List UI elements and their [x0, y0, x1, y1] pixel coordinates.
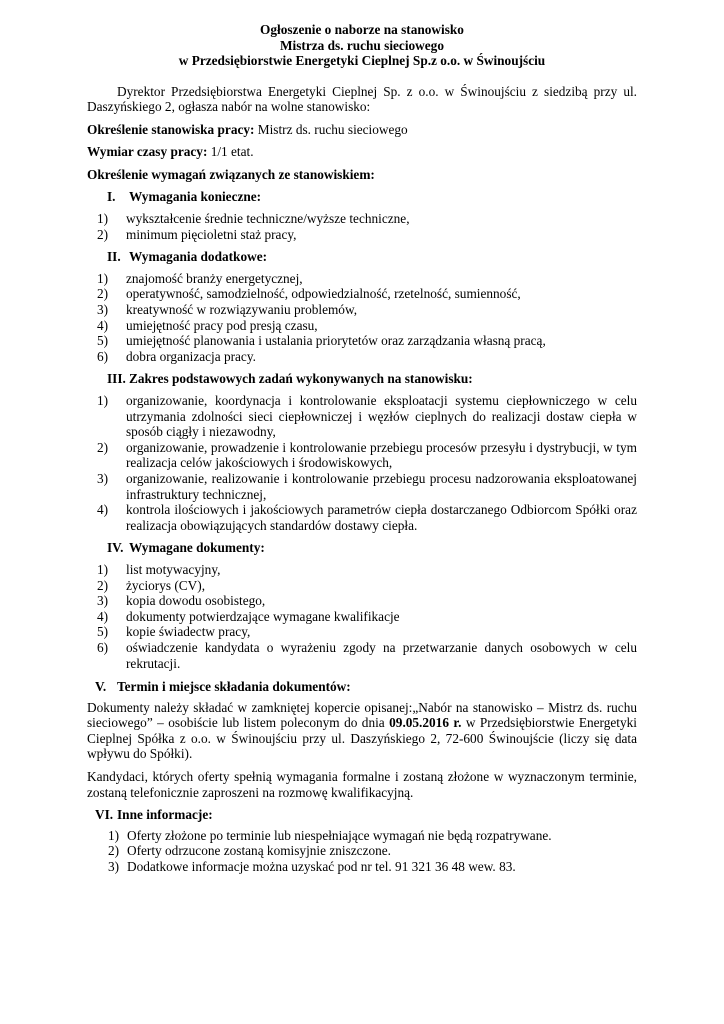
item-number: 6): [97, 348, 109, 364]
list-item: [87, 440, 637, 471]
list-item: [87, 859, 637, 875]
list-item: [87, 609, 637, 625]
item-text: Dodatkowe informacje można uzyskać pod nr tel. 91 321 36 48 wew. 83.: [127, 859, 516, 875]
item-number: 1): [97, 393, 109, 408]
candidates-paragraph: Kandydaci, których oferty spełnią wymagania formalne i zostaną złożone w wyznaczonym terminie, zostaną telefonicznie zaproszeni na rozmowę kwalifikacyjną.: [87, 769, 637, 800]
section-6-number: VI.: [95, 807, 114, 823]
hours-field: [87, 144, 637, 160]
intro-paragraph: Dyrektor Przedsiębiorstwa Energetyki Cieplnej Sp. z o.o. w Świnoujściu z siedzibą przy ul. Daszyńskiego 2, ogłasza nabór na wolne stanowisko:: [87, 83, 637, 115]
item-text: organizowanie, koordynacja i kontrolowanie eksploatacji systemu ciepłowniczego w celu utrzymania zdolności sieci ciepłowniczej i węzłów cieplnych do realizacji dostaw ciepła w sposób ciągły i niezawodny,: [126, 393, 637, 440]
list-item: [87, 271, 637, 287]
item-number: 2): [97, 286, 109, 302]
item-number: 2): [108, 843, 120, 859]
section-5-title: Termin i miejsce składania dokumentów:: [117, 679, 351, 695]
position-field: [87, 122, 637, 138]
hours-label: Wymiar czasy pracy:: [87, 144, 208, 160]
list-item: [87, 593, 637, 609]
item-text: organizowanie, realizowanie i kontrolowanie przebiegu procesu nadzorowania eksploatowanej infrastruktury technicznej,: [126, 470, 637, 502]
section-4-title: Wymagane dokumenty:: [129, 540, 265, 556]
list-item: [87, 227, 637, 243]
list-item: [87, 828, 637, 844]
item-number: 3): [108, 859, 120, 875]
item-text: kontrola ilościowych i jakościowych parametrów ciepła dostarczanego Odbiorcom Spółki oraz realizacja obowiązujących standardów dostawy ciepła.: [126, 502, 637, 533]
section-1-number: I.: [107, 189, 116, 205]
item-text: list motywacyjny,: [126, 561, 221, 577]
item-text: kopia dowodu osobistego,: [126, 593, 266, 609]
section-6-list: [87, 828, 637, 875]
item-number: 2): [97, 439, 109, 455]
item-number: 1): [97, 270, 109, 286]
section-2-number: II.: [107, 249, 121, 265]
title-line-3: w Przedsiębiorstwie Energetyki Cieplnej Sp.z o.o. w Świnoujściu: [178, 53, 546, 68]
item-text: umiejętność planowania i ustalania priorytetów oraz zarządzania własną pracą,: [126, 333, 546, 349]
submission-text-b: w Przedsiębiorstwie Energetyki Cieplnej Spółka z o.o. w Świnoujściu przy ul. Daszyńskiego 2, 72-600 Świnoujście (liczy się data wpływu do Spółki).: [87, 715, 637, 762]
section-3-heading: [87, 371, 637, 387]
item-number: 4): [97, 317, 109, 333]
section-1-list: [87, 211, 637, 242]
item-text: organizowanie, prowadzenie i kontrolowanie przebiegu procesów przesyłu i dystrybucji, w tym realizacja celów jakościowych i środowiskowych,: [126, 439, 637, 471]
list-item: [87, 562, 637, 578]
section-2-title: Wymagania dodatkowe:: [129, 249, 268, 265]
hours-value: 1/1 etat.: [207, 144, 254, 160]
item-number: 1): [97, 211, 109, 227]
item-text: wykształcenie średnie techniczne/wyższe techniczne,: [126, 211, 410, 227]
list-item: [87, 393, 637, 440]
item-number: 5): [97, 333, 109, 349]
list-item: [87, 211, 637, 227]
submission-paragraph: [87, 700, 637, 762]
item-number: 6): [97, 639, 109, 655]
list-item: [87, 333, 637, 349]
item-number: 4): [97, 502, 109, 518]
list-item: [87, 578, 637, 594]
item-text: Oferty odrzucone zostaną komisyjnie zniszczone.: [127, 843, 391, 859]
list-item: [87, 640, 637, 671]
section-4-heading: [87, 540, 637, 556]
submission-deadline: 09.05.2016 r.: [389, 715, 462, 731]
item-number: 3): [97, 470, 109, 486]
section-5-heading: [87, 679, 637, 695]
document-page: [87, 22, 637, 875]
item-text: życiorys (CV),: [126, 577, 206, 593]
section-4-list: [87, 562, 637, 671]
position-value: Mistrz ds. ruchu sieciowego: [254, 121, 408, 137]
item-text: znajomość branży energetycznej,: [126, 270, 303, 286]
section-3-list: [87, 393, 637, 533]
section-6-heading: [87, 807, 637, 823]
item-text: kreatywność w rozwiązywaniu problemów,: [126, 302, 358, 318]
list-item: [87, 349, 637, 365]
title-line-2: Mistrza ds. ruchu sieciowego: [280, 37, 444, 53]
list-item: [87, 286, 637, 302]
item-text: minimum pięcioletni staż pracy,: [126, 226, 297, 242]
list-item: [87, 502, 637, 533]
requirements-heading: Określenie wymagań związanych ze stanowiskiem:: [87, 166, 375, 182]
item-text: dokumenty potwierdzające wymagane kwalifikacje: [126, 608, 400, 624]
item-number: 2): [97, 226, 109, 242]
section-1-heading: [87, 189, 637, 205]
section-1-title: Wymagania konieczne:: [129, 189, 262, 205]
item-number: 5): [97, 624, 109, 640]
item-number: 1): [97, 561, 109, 577]
item-text: kopie świadectw pracy,: [126, 624, 251, 640]
item-number: 4): [97, 608, 109, 624]
item-number: 1): [108, 827, 120, 843]
item-number: 3): [97, 593, 109, 609]
item-number: 3): [97, 302, 109, 318]
item-number: 2): [97, 577, 109, 593]
submission-text-a: Dokumenty należy składać w zamkniętej kopercie opisanej:„Nabór na stanowisko – Mistrz ds. ruchu sieciowego” – osobiście lub listem poleconym do dnia: [87, 699, 637, 731]
section-5-number: V.: [95, 679, 107, 695]
section-4-number: IV.: [107, 540, 124, 556]
item-text: umiejętność pracy pod presją czasu,: [126, 317, 318, 333]
title-line-1: Ogłoszenie o naborze na stanowisko: [260, 22, 464, 37]
item-text: oświadczenie kandydata o wyrażeniu zgody na przetwarzanie danych osobowych w celu rekrutacji.: [126, 639, 637, 671]
section-2-list: [87, 271, 637, 365]
list-item: [87, 843, 637, 859]
position-label: Określenie stanowiska pracy:: [87, 121, 255, 137]
list-item: [87, 624, 637, 640]
list-item: [87, 471, 637, 502]
item-text: operatywność, samodzielność, odpowiedzialność, rzetelność, sumienność,: [126, 286, 521, 302]
list-item: [87, 318, 637, 334]
section-3-number: III.: [107, 371, 126, 387]
section-2-heading: [87, 249, 637, 265]
section-3-title: Zakres podstawowych zadań wykonywanych na stanowisku:: [129, 371, 473, 387]
document-title: [87, 22, 637, 69]
section-6-title: Inne informacje:: [117, 807, 213, 823]
item-text: dobra organizacja pracy.: [126, 348, 256, 364]
list-item: [87, 302, 637, 318]
item-text: Oferty złożone po terminie lub niespełniające wymagań nie będą rozpatrywane.: [127, 827, 552, 843]
